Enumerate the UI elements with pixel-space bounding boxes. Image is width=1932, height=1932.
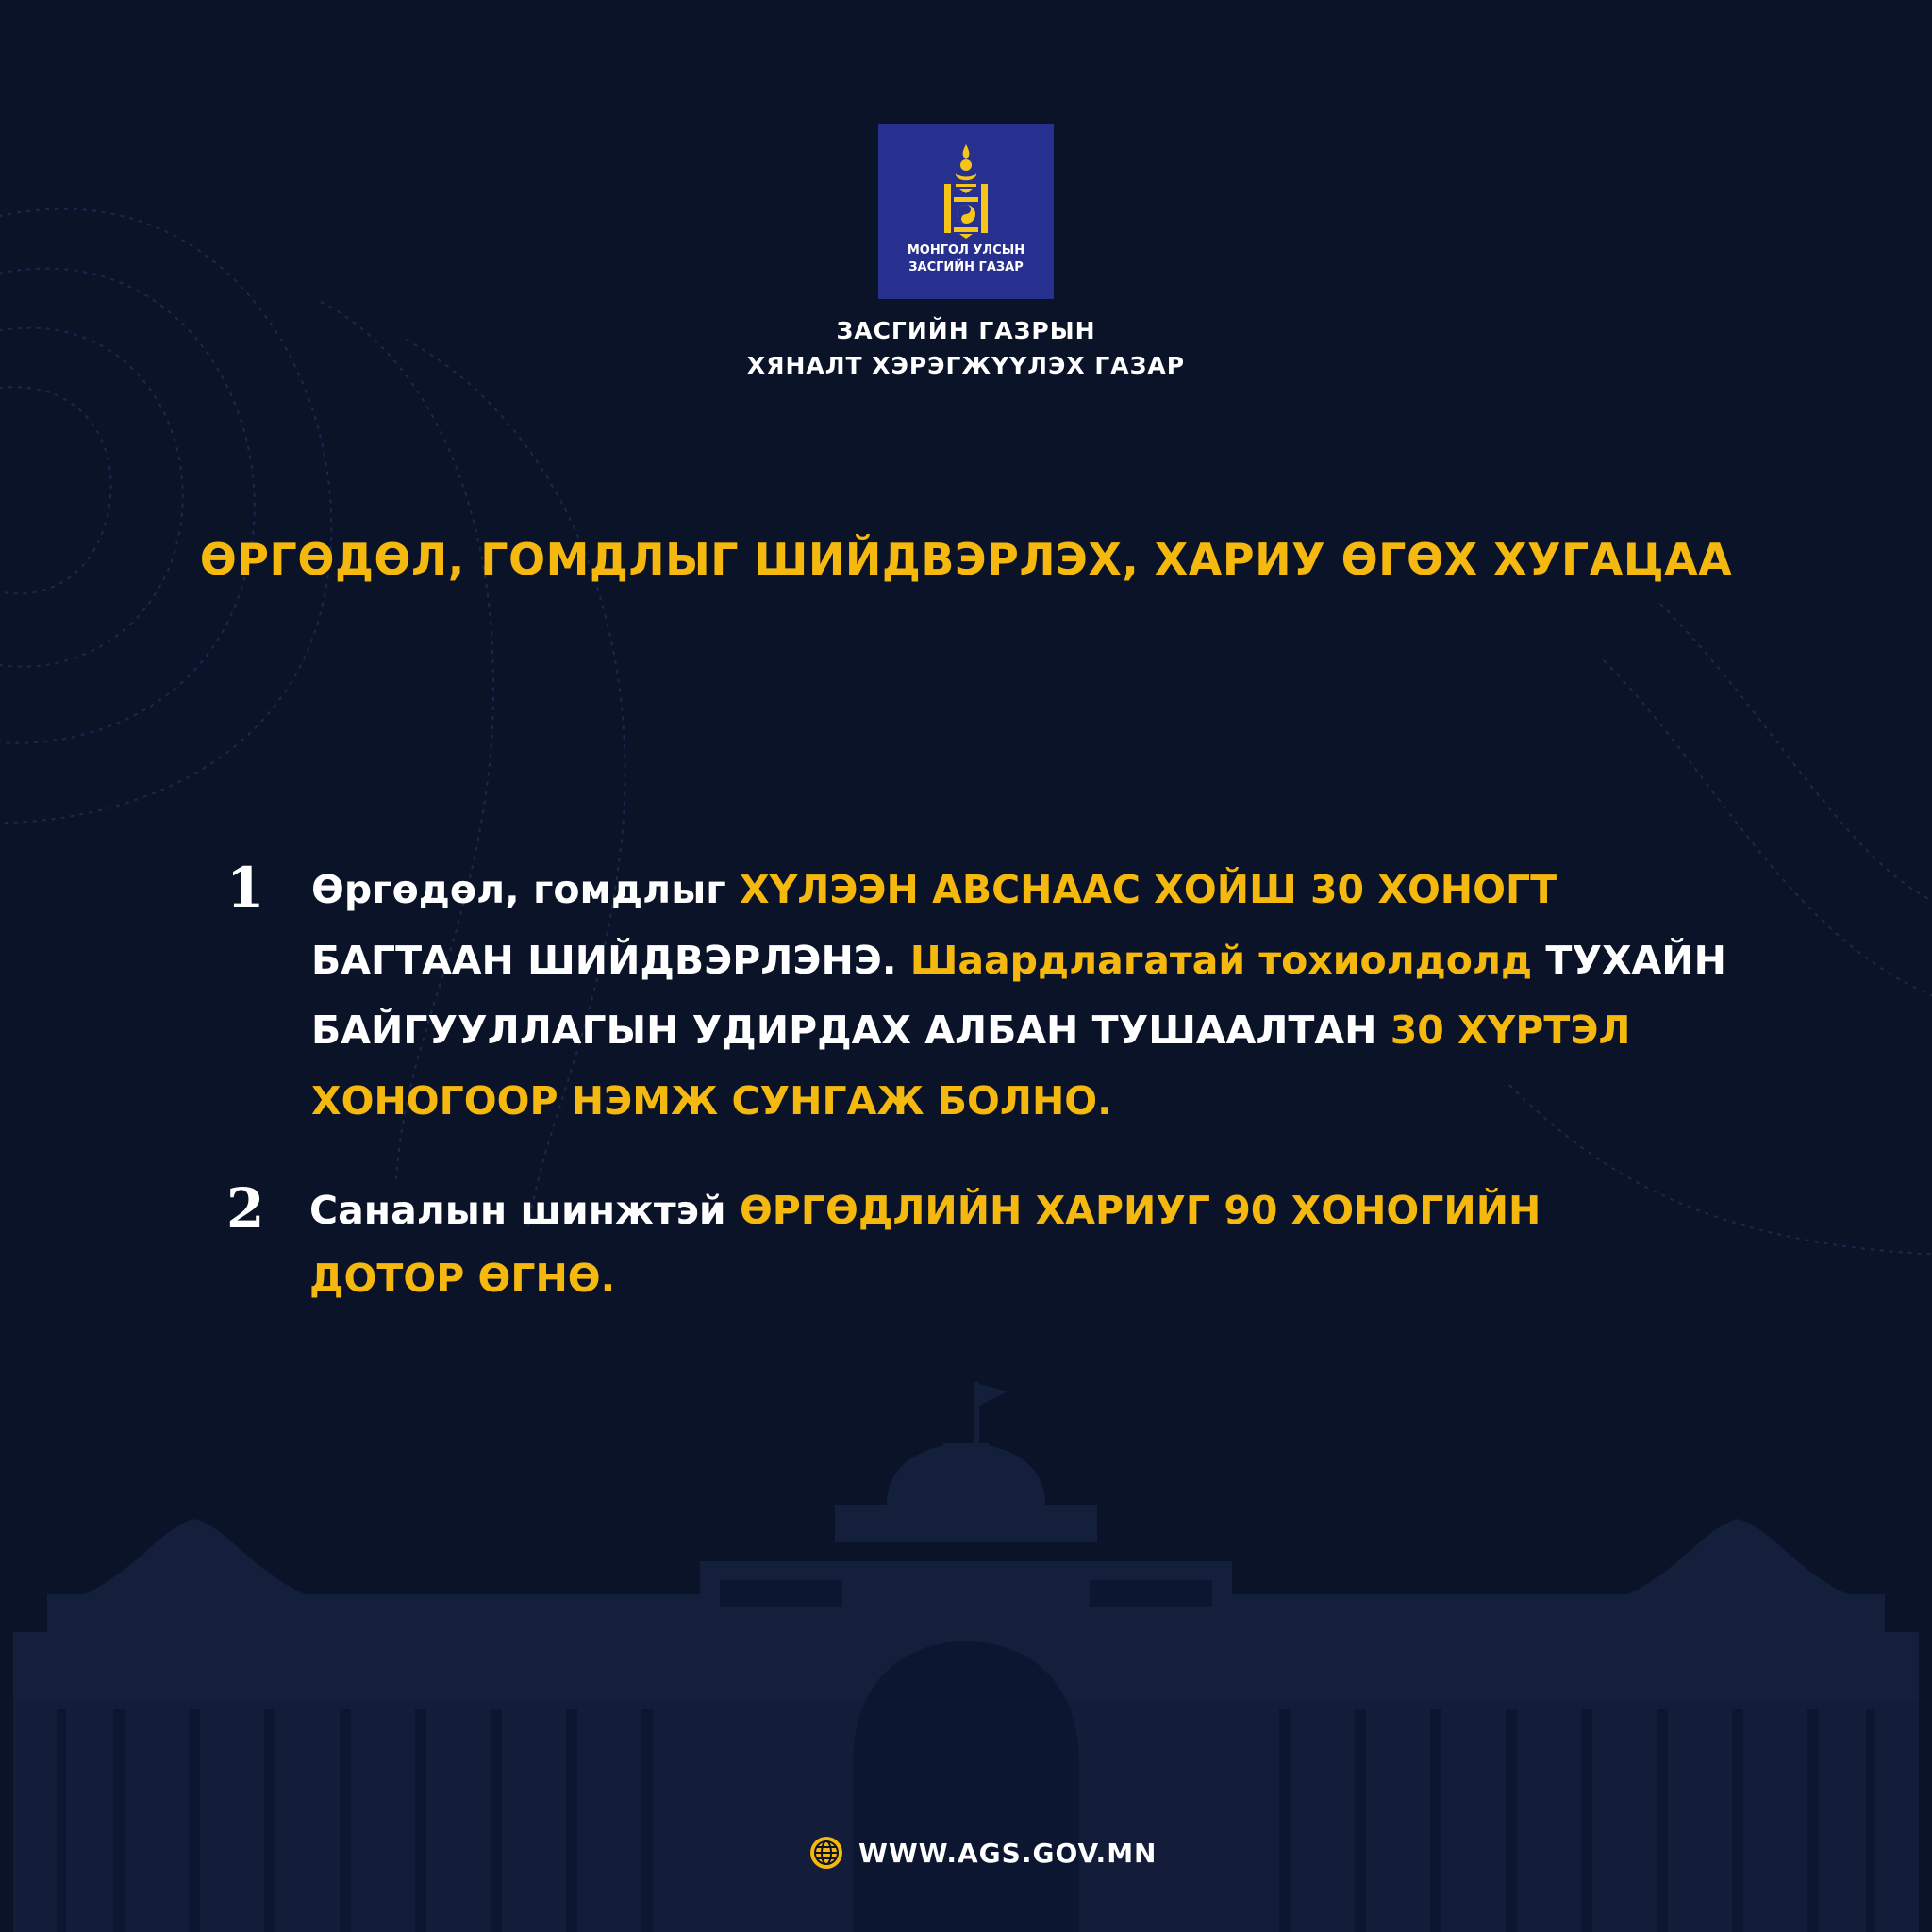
highlight-segment: ДОТОР ӨГНӨ. [309, 1256, 616, 1301]
item-number: 1 [226, 856, 265, 920]
logo-text-line2: ЗАСГИЙН ГАЗАР [908, 260, 1024, 275]
text-segment: Саналын шинжтэй [309, 1188, 740, 1233]
organization-name-line2: ХЯНАЛТ ХЭРЭГЖҮҮЛЭХ ГАЗАР [746, 352, 1186, 379]
footer-website[interactable] [808, 1832, 1158, 1874]
text-segment: Өргөдөл, гомдлыг [311, 867, 740, 912]
item-line [309, 1186, 1541, 1235]
highlight-segment: ХОНОГООР НЭМЖ СУНГАЖ БОЛНО. [311, 1078, 1112, 1124]
website-url[interactable]: WWW.AGS.GOV.MN [858, 1837, 1158, 1869]
government-logo [878, 124, 1054, 299]
highlight-segment: 30 ХҮРТЭЛ [1390, 1008, 1631, 1053]
text-segment: ТУХАЙН [1532, 938, 1726, 983]
item-line [311, 1006, 1630, 1055]
globe-icon [808, 1834, 845, 1872]
highlight-segment: ӨРГӨДЛИЙН ХАРИУГ 90 ХОНОГИЙН [739, 1188, 1541, 1233]
organization-name-line1: ЗАСГИЙН ГАЗРЫН [836, 317, 1096, 344]
logo-text-line1: МОНГОЛ УЛСЫН [907, 243, 1025, 258]
highlight-segment: Шаардлагатай тохиолдолд [909, 938, 1533, 983]
item-line [311, 1076, 1112, 1125]
text-segment: БАГТААН ШИЙДВЭРЛЭНЭ. [311, 938, 910, 983]
item-number: 2 [226, 1176, 265, 1241]
highlight-segment: ХҮЛЭЭН АВСНААС ХОЙШ 30 ХОНОГТ [739, 867, 1557, 912]
page-title: ӨРГӨДӨЛ, ГОМДЛЫГ ШИЙДВЭРЛЭХ, ХАРИУ ӨГӨХ ХУГАЦАА [199, 534, 1733, 585]
item-line [309, 1254, 615, 1303]
item-line [311, 865, 1557, 914]
text-segment: БАЙГУУЛЛАГЫН УДИРДАХ АЛБАН ТУШААЛТАН [311, 1008, 1391, 1053]
item-line [311, 936, 1726, 985]
